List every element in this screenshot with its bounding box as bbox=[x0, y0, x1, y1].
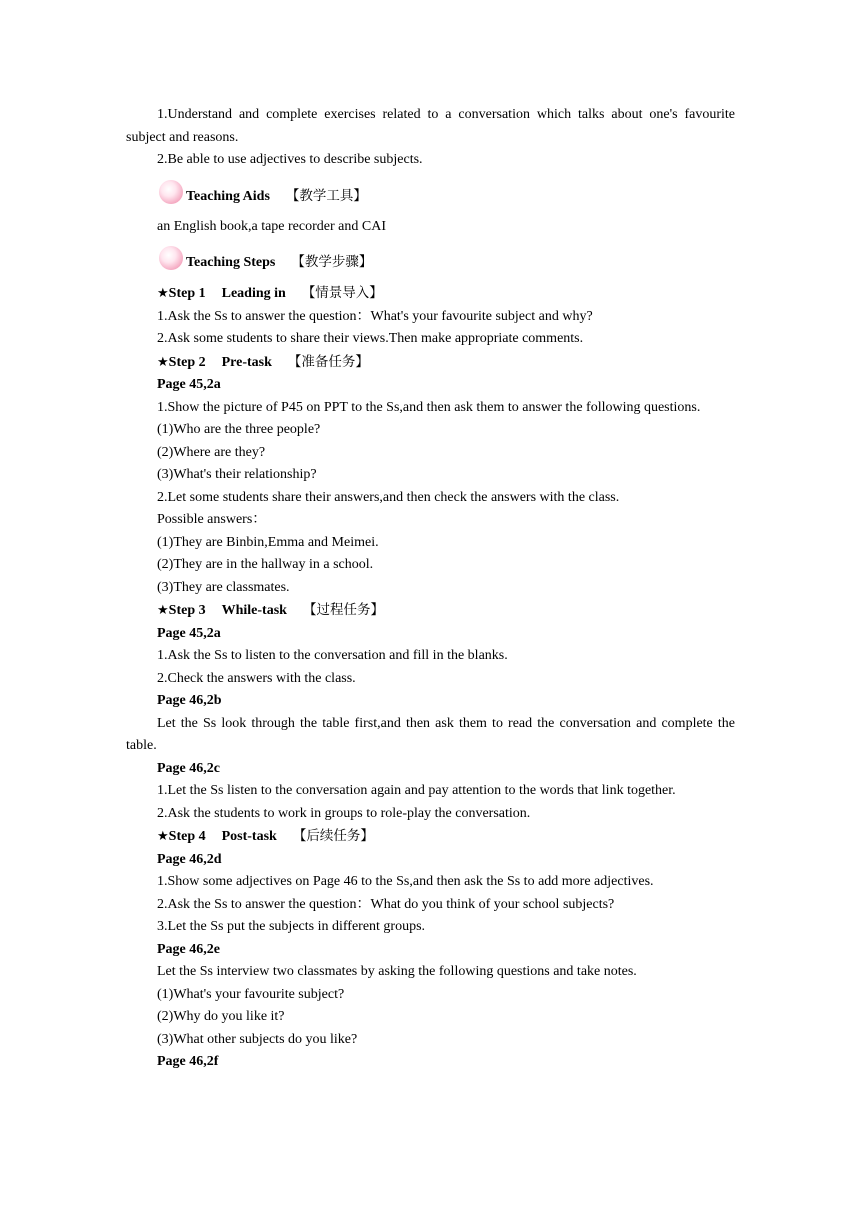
step2-line-2: 2.Let some students share their answers,and then check the answers with the class. bbox=[157, 489, 620, 505]
step3-zh: 【过程任务】 bbox=[302, 602, 384, 618]
star-icon: ★ bbox=[157, 286, 169, 301]
step2-answer-2: (2)They are in the hallway in a school. bbox=[157, 557, 374, 572]
teaching-aids-heading bbox=[126, 182, 735, 210]
step4-e-question-1: (1)What's your favourite subject? bbox=[157, 986, 345, 1002]
step2-label: Step 2 bbox=[168, 354, 206, 370]
step3-label: Step 3 bbox=[168, 603, 206, 618]
step3-c-line-2: 2.Ask the students to work in groups to role‐play the conversation. bbox=[157, 805, 531, 821]
step1-line-2: 2.Ask some students to share their views.Then make appropriate comments. bbox=[157, 331, 584, 346]
step4-e-question-3: (3)What other subjects do you like? bbox=[157, 1031, 358, 1047]
step4-d-line-2: 2.Ask the Ss to answer the question：What do you think of your school subjects? bbox=[157, 896, 615, 912]
star-icon: ★ bbox=[157, 354, 169, 370]
star-icon: ★ bbox=[157, 603, 169, 618]
step3-c-line-1: 1.Let the Ss listen to the conversation again and pay attention to the words that link together. bbox=[157, 783, 676, 798]
star-icon: ★ bbox=[157, 829, 169, 844]
step1-label: Step 1 bbox=[168, 286, 206, 301]
flower-bullet-icon bbox=[159, 180, 183, 204]
step2-question-3: (3)What's their relationship? bbox=[157, 467, 317, 482]
step2-question-1: (1)Who are the three people? bbox=[157, 422, 321, 437]
step3-heading bbox=[126, 599, 735, 623]
step3-page-b: Page 46,2b bbox=[157, 693, 222, 708]
step2-answer-3: (3)They are classmates. bbox=[157, 579, 290, 595]
step1-zh: 【情景导入】 bbox=[301, 285, 383, 301]
step4-name: Post-task bbox=[221, 829, 277, 844]
step3-a-line-2: 2.Check the answers with the class. bbox=[157, 670, 356, 686]
step3-page-a: Page 45,2a bbox=[157, 625, 221, 641]
objective-1: 1.Understand and complete exercises related to a conversation which talks about one's favourite subject and reasons. bbox=[126, 107, 735, 145]
teaching-steps-heading bbox=[126, 248, 735, 276]
step2-heading bbox=[126, 351, 735, 375]
step2-answer-1: (1)They are Binbin,Emma and Meimei. bbox=[157, 534, 379, 550]
step1-name: Leading in bbox=[221, 286, 286, 301]
step2-zh: 【准备任务】 bbox=[287, 353, 369, 370]
step4-page-d: Page 46,2d bbox=[157, 851, 222, 867]
step2-intro: 1.Show the picture of P45 on PPT to the Ss,and then ask them to answer the following questions. bbox=[157, 399, 701, 415]
step4-d-line-3: 3.Let the Ss put the subjects in different groups. bbox=[157, 919, 426, 934]
step1-heading bbox=[126, 282, 735, 306]
step3-a-line-1: 1.Ask the Ss to listen to the conversation and fill in the blanks. bbox=[157, 648, 508, 663]
step4-zh: 【后续任务】 bbox=[292, 828, 374, 844]
document-body bbox=[126, 104, 735, 1074]
step4-e-intro: Let the Ss interview two classmates by asking the following questions and take notes. bbox=[157, 964, 637, 979]
teaching-steps-title: Teaching Steps bbox=[186, 255, 276, 270]
step2-page: Page 45,2a bbox=[157, 377, 221, 392]
step4-heading bbox=[126, 825, 735, 849]
step3-b-text: Let the Ss look through the table first,and then ask them to read the conversation and complete the table. bbox=[126, 715, 735, 753]
step3-name: While-task bbox=[221, 603, 287, 618]
step4-e-question-2: (2)Why do you like it? bbox=[157, 1009, 285, 1024]
step2-name: Pre-task bbox=[221, 354, 272, 370]
teaching-aids-title-zh: 【教学工具】 bbox=[285, 187, 367, 204]
step3-page-c: Page 46,2c bbox=[157, 760, 220, 776]
step4-label: Step 4 bbox=[168, 829, 206, 844]
teaching-aids-title: Teaching Aids bbox=[186, 188, 270, 204]
step4-page-e: Page 46,2e bbox=[157, 941, 220, 957]
flower-bullet-icon bbox=[159, 246, 183, 270]
step2-possible-answers: Possible answers： bbox=[157, 512, 267, 527]
teaching-aids-content: an English book,a tape recorder and CAI bbox=[157, 218, 386, 234]
step1-line-1: 1.Ask the Ss to answer the question：What's your favourite subject and why? bbox=[157, 308, 593, 324]
step4-d-line-1: 1.Show some adjectives on Page 46 to the Ss,and then ask the Ss to add more adjectives. bbox=[157, 874, 654, 889]
teaching-steps-title-zh: 【教学步骤】 bbox=[291, 254, 373, 270]
step4-page-f: Page 46,2f bbox=[157, 1054, 219, 1069]
objective-2: 2.Be able to use adjectives to describe subjects. bbox=[157, 152, 423, 167]
step2-question-2: (2)Where are they? bbox=[157, 444, 266, 460]
